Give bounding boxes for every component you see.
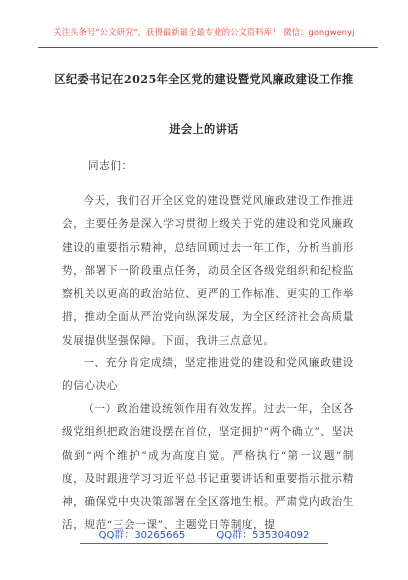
body-paragraph-intro: 今天，我们召开全区党的建设暨党风廉政建设工作推进会，主要任务是深入学习贯彻上级关于党的建设和党风廉政建设的重要指示精神，总结回顾过去一年工作，分析当前形势，部署下一阶段重点任务，动员全区各级党组织和纪检监察机关以更高的政治站位、更严的工作标准、更实的工作举措，推动全面从严治党向纵深发展，为全区经济社会高质量发展提供坚强保障。下面，我讲三点意见。: [62, 195, 354, 347]
document-title-line2: 进会上的讲话: [169, 122, 239, 136]
section-heading-1: 一、充分肯定成绩，坚定推进党的建设和党风廉政建设的信心决心: [62, 357, 354, 393]
header-promo-note: 关注头条号“公文研究”，获得最新最全最专业的公文资料库！ 微信：gongwenyj: [53, 27, 355, 37]
salutation: 同志们：: [88, 160, 133, 172]
footer-qq-group-1: QQ群：30265665: [98, 530, 186, 541]
document-title-line1: 区纪委书记在2025年全区党的建设暨党风廉政建设工作推: [54, 72, 354, 86]
body-paragraph-political-building: （一）政治建设统领作用有效发挥。过去一年，全区各级党组织把政治建设摆在首位，坚定拥护“两个确立”、坚决做到“两个维护”成为高度自觉。严格执行“第一议题”制度，及时跟进学习习近平总书记重要讲话和重要指示批示精神，确保党中央决策部署在全区落地生根。严肃党内政治生活，规范“三会一课”、主题党日等制度，提: [62, 403, 354, 532]
footer-qq-group-2: QQ群：535304092: [216, 530, 310, 541]
footer-contact: [0, 526, 408, 541]
header-divider: [38, 47, 378, 48]
footer-divider: [80, 543, 328, 544]
